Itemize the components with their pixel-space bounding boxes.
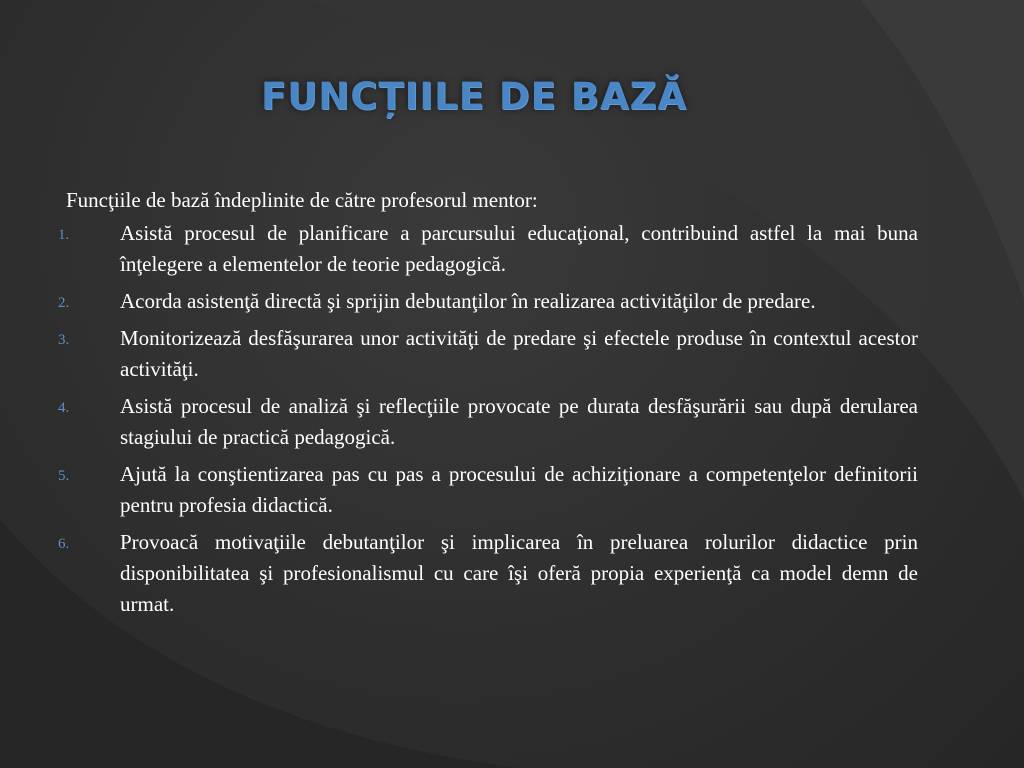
list-item-text: Asistă procesul de planificare a parcursului educaţional, contribuind astfel la mai buna înţelegere a elementelor de teorie pedagogică. [120,221,918,276]
slide-title: FUNCȚIILE DE BAZĂ [260,75,688,118]
list-item-number: 2. [58,295,70,311]
list-item-number: 6. [58,536,70,552]
list-item-text: Provoacă motivaţiile debutanţilor şi implicarea în preluarea rolurilor didactice prin disponibilitatea şi profesionalismul cu care îşi oferă propia experienţă ca model demn de urmat. [120,530,918,616]
list-item [58,286,918,317]
intro-text: Funcţiile de bază îndeplinite de către profesorul mentor: [66,188,538,212]
list-item-text: Asistă procesul de analiză şi reflecţiile provocate pe durata desfăşurării sau după derularea stagiului de practică pedagogică. [120,394,918,449]
list-item [58,391,918,453]
list-item-text: Ajută la conştientizarea pas cu pas a procesului de achiziţionare a competenţelor definitorii pentru profesia didactică. [120,462,918,517]
list-item-text: Monitorizează desfăşurarea unor activităţi de predare şi efectele produse în contextul acestor activităţi. [120,326,918,381]
list-item-number: 1. [58,227,70,243]
list-item-number: 5. [58,468,70,484]
list-item-number: 4. [58,400,70,416]
list-item [58,323,918,385]
slide-content [58,184,918,626]
list-item [58,218,918,280]
list-item [58,527,918,620]
list-item-number: 3. [58,332,70,348]
list-item [58,459,918,521]
functions-list [58,218,918,620]
list-item-text: Acorda asistenţă directă şi sprijin debutanţilor în realizarea activităţilor de predare. [120,289,816,313]
